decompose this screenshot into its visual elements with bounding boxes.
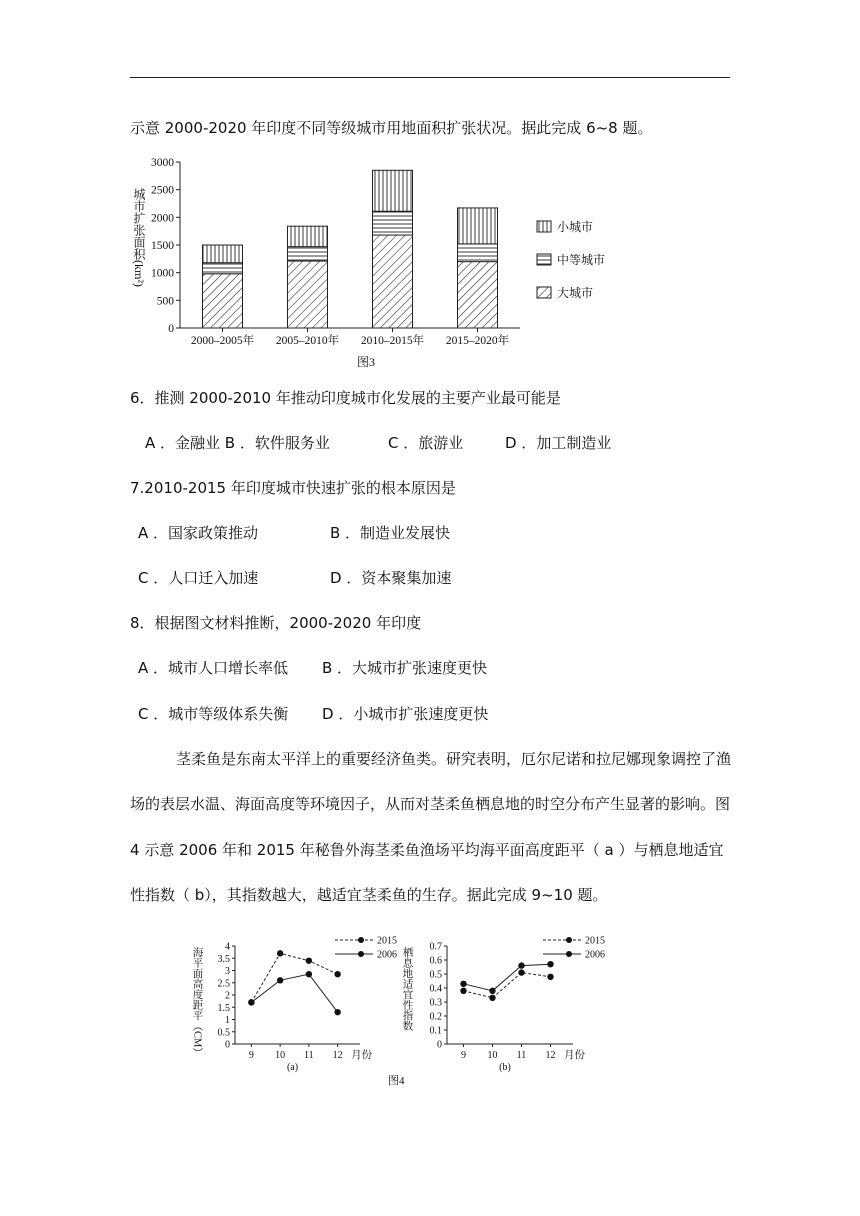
fig4-series-line-2015	[464, 973, 551, 998]
fig4-point-2015	[334, 971, 340, 977]
fig4-x-tick-label: 12	[332, 1050, 343, 1061]
fig3-bar-segment	[203, 263, 243, 274]
fig4-y-tick-label: 0.3	[429, 997, 442, 1009]
fig4-y-tick-label: 0.2	[429, 1011, 442, 1023]
fig4-x-tick-label: 11	[516, 1050, 527, 1061]
fig3-legend-label: 大城市	[557, 286, 594, 300]
fig3-legend-swatch	[537, 221, 551, 232]
fig3-x-tick-label: 2010–2015年	[360, 335, 425, 347]
q6-stem: 6．推测 2000-2010 年推动印度城市化发展的主要产业最可能是	[130, 389, 561, 407]
fig3-bar-segment	[203, 274, 243, 328]
fig3-bar-segment	[203, 245, 243, 263]
q7-stem: 7.2010-2015 年印度城市快速扩张的根本原因是	[130, 479, 456, 497]
fig4-point-2015	[460, 988, 466, 994]
fig3-legend-swatch	[537, 254, 551, 265]
passage-line-3: 4 示意 2006 年和 2015 年秘鲁外海茎柔鱼渔场平均海平面高度距平（ a ）与栖息地适宜	[130, 841, 724, 859]
fig4-point-2015	[277, 950, 283, 956]
fig4-point-2006	[277, 977, 283, 983]
fig3-x-tick-label: 2000–2005年	[190, 335, 255, 347]
fig4-legend-marker	[358, 951, 364, 957]
fig4-point-2006	[547, 961, 553, 967]
fig4-point-2006	[334, 1009, 340, 1015]
fig4-point-2006	[306, 971, 312, 977]
fig4-legend-label: 2006	[377, 949, 397, 961]
fig4-y-tick-label: 2.5	[217, 978, 230, 990]
fig4-legend-marker	[566, 937, 572, 943]
fig4-point-2006	[518, 962, 524, 968]
fig4-legend-label: 2015	[585, 935, 605, 947]
fig3-bar-segment	[288, 261, 328, 328]
fig4-x-tick-label: 10	[275, 1050, 286, 1061]
fig4-y-tick-label: 4	[225, 941, 230, 953]
passage-line-1: 茎柔鱼是东南太平洋上的重要经济鱼类。研究表明，厄尔尼诺和拉尼娜现象调控了渔	[176, 750, 732, 768]
fig4-x-tick-label: 10	[487, 1050, 498, 1061]
fig3-bar-segment	[458, 208, 498, 244]
fig3-legend-label: 中等城市	[557, 253, 606, 267]
fig4-legend-label: 2006	[585, 949, 605, 961]
fig3-bar-segment	[373, 235, 413, 328]
fig3-legend-swatch	[537, 287, 551, 298]
fig3-ylabel: 城市扩张面积(km²)	[132, 188, 146, 287]
fig3-y-tick-label: 2500	[151, 184, 174, 197]
fig3-y-tick-label: 2000	[151, 212, 174, 225]
fig3-y-tick-label: 1500	[151, 240, 174, 252]
fig3-y-tick-label: 1000	[151, 267, 174, 280]
fig3-y-tick-label: 500	[156, 295, 174, 308]
fig4-y-tick-label: 1.5	[217, 1002, 230, 1014]
fig4-x-unit: 月份	[351, 1050, 373, 1061]
fig4-y-label: 栖息地适宜性指数	[401, 947, 413, 1031]
fig4-y-tick-label: 3	[225, 966, 230, 977]
fig4-y-tick-label: 2	[225, 990, 230, 1002]
fig4-series-line-2006	[464, 964, 551, 991]
intro-text: 示意 2000-2020 年印度不同等级城市用地面积扩张状况。据此完成 6~8 题。	[130, 119, 653, 137]
fig3-bar-segment	[288, 247, 328, 261]
figure-3-caption: 图3	[357, 355, 376, 369]
q8-option-b: B ．大城市扩张速度更快	[322, 659, 488, 677]
fig3-bar-segment	[288, 226, 328, 246]
fig4-point-2015	[518, 969, 524, 975]
fig4-x-tick-label: 9	[248, 1050, 254, 1061]
fig3-bar-segment	[373, 170, 413, 211]
fig4-point-2015	[547, 974, 553, 980]
fig4-legend-marker	[566, 951, 572, 957]
fig3-x-tick-label: 2005–2010年	[275, 335, 340, 347]
fig3-bar-segment	[458, 262, 498, 328]
fig4-y-tick-label: 0	[437, 1039, 442, 1051]
fig3-y-tick-label: 3000	[151, 157, 174, 169]
header-rule	[130, 77, 730, 78]
fig4-y-tick-label: 3.5	[217, 953, 230, 965]
fig3-x-tick-label: 2015–2020年	[445, 335, 510, 347]
q6-option-d: D ．加工制造业	[505, 434, 612, 452]
fig4-y-tick-label: 0.4	[429, 983, 442, 995]
q8-stem: 8．根据图文材料推断，2000-2020 年印度	[130, 614, 422, 632]
fig3-legend-label: 小城市	[557, 220, 594, 234]
fig4-point-2006	[489, 988, 495, 994]
figure-4-line-charts	[185, 928, 615, 1088]
fig4-point-2015	[306, 958, 312, 964]
q8-option-a: A ．城市人口增长率低	[138, 659, 289, 677]
q6-option-ab: A ．金融业 B ．软件服务业	[145, 434, 330, 452]
fig4-legend-label: 2015	[377, 935, 397, 947]
passage-line-2: 场的表层水温、海面高度等环境因子，从而对茎柔鱼栖息地的时空分布产生显著的影响。图	[130, 795, 731, 813]
fig3-y-tick-label: 0	[168, 323, 174, 335]
fig4-x-tick-label: 11	[304, 1050, 314, 1061]
fig4-panel-label: (a)	[286, 1062, 299, 1073]
fig4-y-tick-label: 0.6	[429, 955, 442, 967]
q7-option-d: D ．资本聚集加速	[330, 569, 452, 587]
fig4-y-label: 海平面高度距平（CM）	[191, 947, 203, 1058]
figure-3-bar-chart	[125, 150, 625, 375]
fig4-x-unit: 月份	[564, 1050, 585, 1061]
q6-option-c: C ．旅游业	[388, 434, 464, 452]
fig3-bar-segment	[458, 244, 498, 262]
q7-option-b: B ．制造业发展快	[330, 524, 451, 542]
fig4-panel-label: (b)	[499, 1062, 511, 1073]
fig4-x-tick-label: 12	[545, 1050, 556, 1061]
fig4-point-2006	[460, 981, 466, 987]
fig4-y-tick-label: 0.5	[217, 1027, 230, 1039]
q7-option-c: C ．人口迁入加速	[138, 569, 259, 587]
fig3-bar-segment	[373, 211, 413, 235]
fig4-point-2015	[489, 995, 495, 1001]
passage-line-4: 性指数（ b），其指数越大，越适宜茎柔鱼的生存。据此完成 9~10 题。	[130, 886, 608, 904]
fig4-x-tick-label: 9	[461, 1050, 466, 1061]
fig4-legend-marker	[358, 937, 364, 943]
fig4-y-tick-label: 0.5	[429, 969, 442, 981]
fig4-point-2006	[248, 999, 254, 1005]
fig4-y-tick-label: 1	[225, 1015, 230, 1026]
fig4-y-tick-label: 0	[225, 1039, 230, 1051]
q7-option-a: A ．国家政策推动	[138, 524, 259, 542]
q8-option-c: C ．城市等级体系失衡	[138, 705, 289, 723]
fig4-y-tick-label: 0.7	[429, 941, 442, 953]
figure-4-caption: 图4	[388, 1075, 405, 1087]
fig4-y-tick-label: 0.1	[429, 1025, 442, 1037]
q8-option-d: D ．小城市扩张速度更快	[322, 705, 489, 723]
